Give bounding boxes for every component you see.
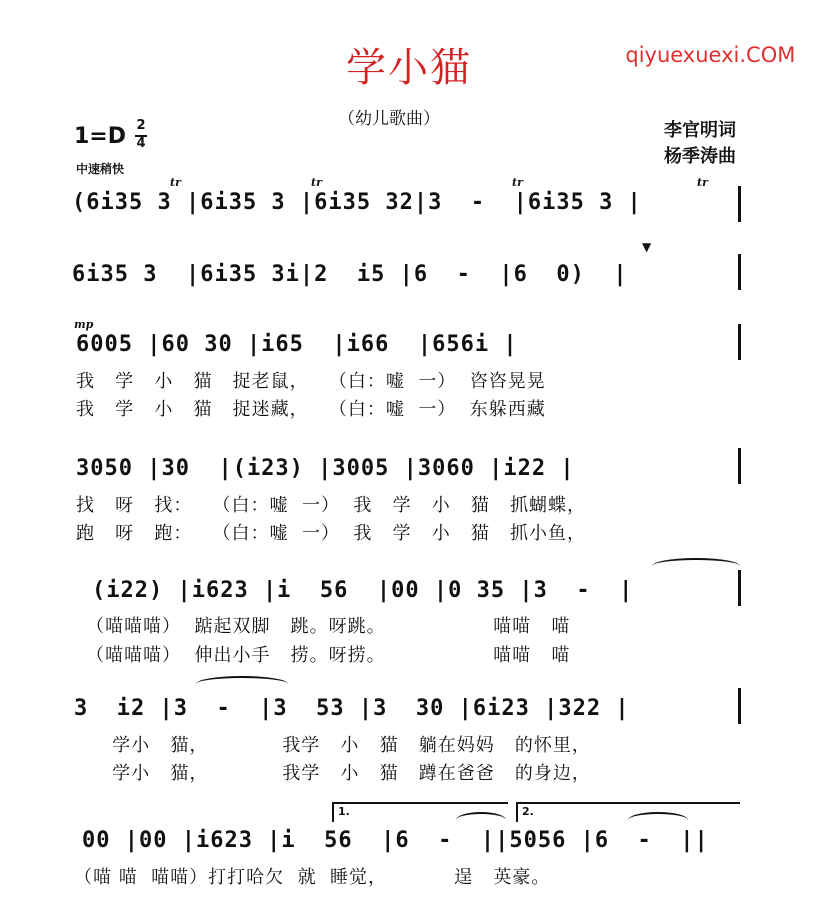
lyrics-row-5-verse-1: （喵喵喵） 踮起双脚 跳。呀跳。 喵喵 喵 [86, 616, 571, 637]
bar-line [738, 324, 741, 360]
dynamic-mp: mp [74, 318, 94, 331]
bar-line [738, 688, 741, 724]
notation-row-5: (i22) |i623 |i 56 |00 |0 35 |3 - | [92, 578, 634, 603]
time-signature-top: 2 [136, 118, 146, 133]
tie-arc [652, 558, 740, 574]
notation-row-6: 3 i2 |3 - |3 53 |3 30 |6i23 |322 | [74, 696, 630, 721]
lyrics-row-4-verse-1: 找 呀 找： （白：嘘 一） 我 学 小 猫 抓蝴蝶， [76, 495, 587, 516]
watermark-text: qiyuexuexi.COM [625, 43, 796, 67]
volta-number-1: 1. [338, 805, 350, 818]
tempo-marking: 中速稍快 [76, 162, 125, 176]
notation-row-7: 00 |00 |i623 |i 56 |6 - ||5056 |6 - || [82, 828, 709, 853]
trill-mark: tr [697, 176, 708, 189]
bar-line [738, 254, 741, 290]
notation-row-1: (6i35 3 |6i35 3 |6i35 32|3 - |6i35 3 | [72, 190, 642, 215]
lyrics-row-7: （喵 喵 喵喵）打打哈欠 就 睡觉， 逞 英豪。 [74, 867, 551, 888]
trill-mark: tr [311, 176, 322, 189]
composer-credit: 杨季涛曲 [664, 146, 736, 167]
key-signature: 1=D [74, 124, 127, 149]
bar-line [738, 186, 741, 222]
lyrics-row-6-verse-1: 学小 猫， 我学 小 猫 躺在妈妈 的怀里， [92, 735, 591, 756]
song-subtitle: （幼儿歌曲） [338, 109, 440, 129]
lyrics-row-3-verse-2: 我 学 小 猫 捉迷藏， （白：嘘 一） 东躲西藏 [76, 399, 546, 420]
trill-mark: tr [170, 176, 181, 189]
lyrics-row-5-verse-2: （喵喵喵） 伸出小手 捞。呀捞。 喵喵 喵 [86, 645, 571, 666]
fermata-mark: ▼ [642, 240, 652, 254]
notation-row-3: 6005 |60 30 |i65 |i66 |656i | [76, 332, 518, 357]
tie-arc [628, 812, 688, 828]
notation-row-2: 6i35 3 |6i35 3i|2 i5 |6 - |6 0) | [72, 262, 628, 287]
notation-row-4: 3050 |30 |(i23) |3005 |3060 |i22 | [76, 456, 575, 481]
volta-number-2: 2. [522, 805, 534, 818]
lyrics-row-6-verse-2: 学小 猫， 我学 小 猫 蹲在爸爸 的身边， [92, 763, 591, 784]
bar-line [738, 570, 741, 606]
tie-arc [456, 812, 506, 828]
song-title: 学小猫 [346, 45, 472, 91]
lyrics-row-4-verse-2: 跑 呀 跑： （白：嘘 一） 我 学 小 猫 抓小鱼， [76, 523, 587, 544]
time-signature-bottom: 4 [136, 136, 146, 151]
watermark [612, 19, 795, 67]
tie-arc [196, 676, 288, 692]
trill-mark: tr [512, 176, 523, 189]
lyrics-row-3-verse-1: 我 学 小 猫 捉老鼠， （白：嘘 一） 咨咨晃晃 [76, 371, 546, 392]
bar-line [738, 448, 741, 484]
lyricist-credit: 李官明词 [664, 120, 736, 141]
